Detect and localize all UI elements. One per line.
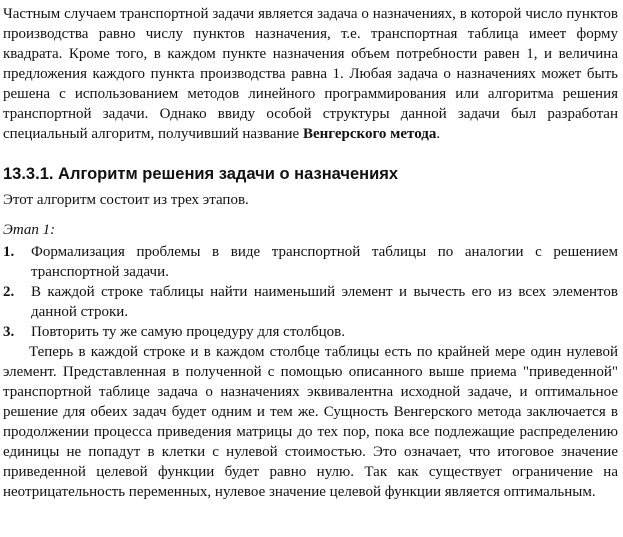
step-text: Повторить ту же самую процедуру для столбцов.: [31, 324, 345, 340]
section-heading: 13.3.1. Алгоритм решения задачи о назначениях: [3, 165, 399, 183]
stage-steps-list: [3, 242, 618, 342]
intro-period: .: [436, 126, 441, 142]
step-item: [3, 282, 618, 322]
step-item: [3, 322, 618, 342]
hungarian-method-term: Венгерского метода: [302, 126, 437, 142]
section-lead: Этот алгоритм состоит из трех этапов.: [3, 192, 249, 208]
stage-label: Этап 1:: [3, 222, 56, 238]
step-number: 2.: [3, 284, 15, 300]
document-page: [3, 4, 618, 502]
step-number: 3.: [3, 324, 15, 340]
step-text: Формализация проблемы в виде транспортной таблицы по аналогии с решением транспортной задачи.: [31, 244, 618, 280]
intro-text: Частным случаем транспортной задачи является задача о назначениях, в которой число пунктов производства равно числу пунктов назначения, т.е. транспортная таблица имеет форму квадрата. Кроме того, в каждом пункте назначения объем потребности равен 1, и величина предложения каждого пункта производства равна 1. Любая задача о назначениях может быть решена с использованием методов линейного программирования или алгоритма решения транспортной задачи. Однако ввиду особой структуры данной задачи был разработан специальный алгоритм, получивший название: [3, 6, 618, 142]
step-item: [3, 242, 618, 282]
intro-paragraph: [3, 4, 618, 144]
step-text: В каждой строке таблицы найти наименьший элемент и вычесть его из всех элементов данной строки.: [31, 284, 618, 320]
closing-paragraph: Теперь в каждой строке и в каждом столбце таблицы есть по крайней мере один нулевой элемент. Представленная в полученной с помощью описанного выше приема "приведенной" транспортной таблице задача о назначениях эквивалентна исходной задаче, и оптимальное решение для обеих задач будет одним и тем же. Сущность Венгерского метода заключается в продолжении процесса приведения матрицы до тех пор, пока все подлежащие распределению единицы не попадут в клетки с нулевой стоимостью. Это означает, что итоговое значение приведенной целевой функции будет равно нулю. Так как существует ограничение на неотрицательность переменных, нулевое значение целевой функции является оптимальным.: [3, 344, 618, 500]
step-number: 1.: [3, 244, 15, 260]
